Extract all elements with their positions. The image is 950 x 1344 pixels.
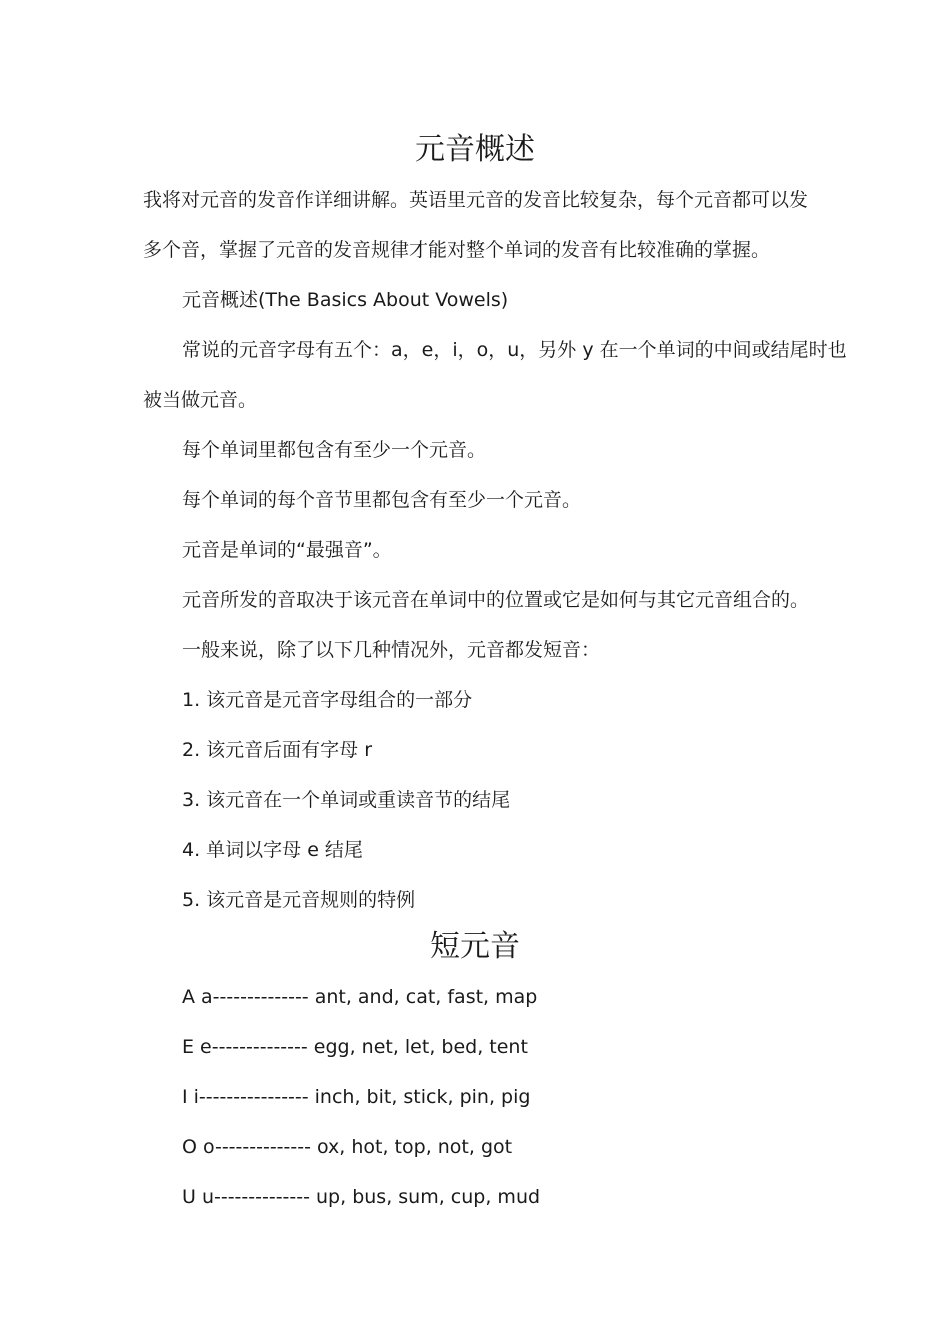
short-vowel-row: E e-------------- egg, net, let, bed, tent	[182, 1036, 528, 1058]
fact-item: 每个单词里都包含有至少一个元音。	[182, 439, 487, 461]
common-vowels-line-1: 常说的元音字母有五个：a，e，i，o，u，另外 y 在一个单词的中间或结尾时也	[182, 339, 847, 361]
exception-item: 5. 该元音是元音规则的特例	[182, 889, 416, 911]
short-vowel-row: U u-------------- up, bus, sum, cup, mud	[182, 1186, 541, 1208]
exception-item: 1. 该元音是元音字母组合的一部分	[182, 689, 473, 711]
fact-item: 每个单词的每个音节里都包含有至少一个元音。	[182, 489, 582, 511]
short-vowel-row: O o-------------- ox, hot, top, not, got	[182, 1136, 513, 1158]
fact-item: 一般来说，除了以下几种情况外，元音都发短音：	[182, 639, 601, 661]
intro-line-1: 我将对元音的发音作详细讲解。英语里元音的发音比较复杂，每个元音都可以发	[143, 189, 809, 211]
subtitle-basics: 元音概述(The Basics About Vowels)	[182, 289, 509, 311]
exception-item: 4. 单词以字母 e 结尾	[182, 839, 363, 861]
intro-line-2: 多个音，掌握了元音的发音规律才能对整个单词的发音有比较准确的掌握。	[143, 239, 771, 261]
heading-short-vowels: 短元音	[430, 929, 520, 964]
exception-item: 2. 该元音后面有字母 r	[182, 739, 373, 761]
fact-item: 元音是单词的“最强音”。	[182, 539, 392, 561]
fact-item: 元音所发的音取决于该元音在单词中的位置或它是如何与其它元音组合的。	[182, 589, 810, 611]
short-vowel-row: A a-------------- ant, and, cat, fast, map	[182, 986, 538, 1008]
common-vowels-line-2: 被当做元音。	[143, 389, 258, 411]
short-vowel-row: I i---------------- inch, bit, stick, pin, pig	[182, 1086, 531, 1108]
exception-item: 3. 该元音在一个单词或重读音节的结尾	[182, 789, 511, 811]
heading-vowel-overview: 元音概述	[415, 132, 535, 167]
